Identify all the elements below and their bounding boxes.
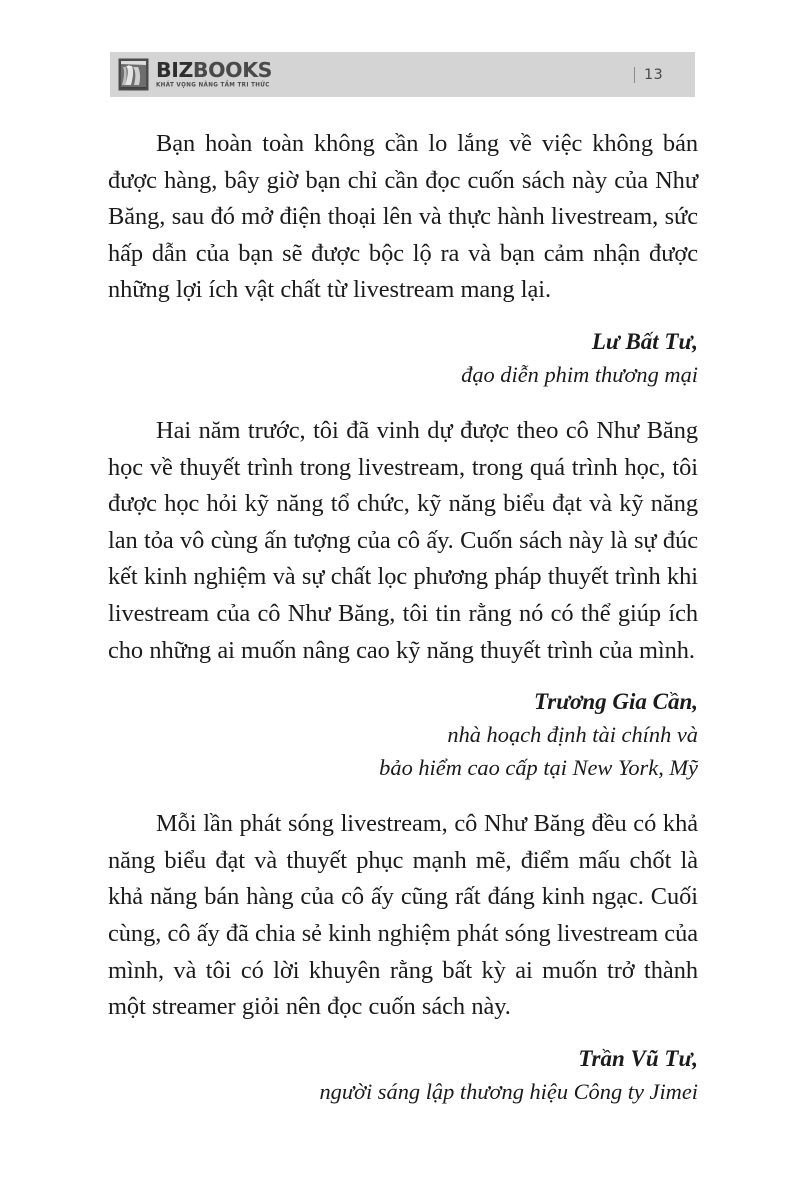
paragraph-1: Bạn hoàn toàn không cần lo lắng về việc không bán được hàng, bây giờ bạn chỉ cần đọc cuốn sách này của Như Băng, sau đó mở điện thoại lên và thực hành livestream, sức hấp dẫn của bạn sẽ được bộc lộ ra và bạn cảm nhận được những lợi ích vật chất từ livestream mang lại.	[108, 130, 698, 304]
attribution-2	[108, 685, 698, 784]
spacer	[108, 309, 698, 325]
brand-name-biz: BIZ	[156, 58, 193, 83]
credit-role-3-line-1: người sáng lập thương hiệu Công ty Jimei	[319, 1078, 698, 1104]
spacer	[108, 391, 698, 413]
credit-name-3: Trần Vũ Tư,	[578, 1045, 698, 1071]
page-number: 13	[643, 66, 663, 83]
credit-role-2-line-2: bảo hiểm cao cấp tại New York, Mỹ	[379, 755, 698, 781]
book-emblem-icon	[118, 58, 149, 91]
spacer	[108, 784, 698, 806]
bizbooks-logo	[110, 52, 272, 97]
paragraph-2: Hai năm trước, tôi đã vinh dự được theo cô Như Băng học về thuyết trình trong livestream, trong quá trình học, tôi được học hỏi kỹ năng tổ chức, kỹ năng biểu đạt và kỹ năng lan tỏa vô cùng ấn tượng của cô ấy. Cuốn sách này là sự đúc kết kinh nghiệm và sự chất lọc phương pháp thuyết trình khi livestream của cô Như Băng, tôi tin rằng nó có thể giúp ích cho những ai muốn nâng cao kỹ năng thuyết trình của mình.	[108, 416, 698, 664]
credit-name-2: Trương Gia Cần,	[534, 689, 698, 715]
page-body	[108, 126, 698, 1108]
credit-role-1-line-1: đạo diễn phim thương mại	[461, 361, 698, 387]
brand-name-books: BOOKS	[192, 58, 273, 83]
running-header	[110, 52, 695, 97]
spacer	[108, 1026, 698, 1042]
credit-role-2-line-1: nhà hoạch định tài chính và	[447, 722, 698, 748]
attribution-1	[108, 325, 698, 391]
brand-wordmark	[156, 60, 272, 89]
credit-name-1: Lư Bất Tư,	[591, 328, 698, 354]
folio-divider	[634, 67, 635, 83]
page-folio	[634, 67, 695, 83]
paragraph-3: Mỗi lần phát sóng livestream, cô Như Băng đều có khả năng biểu đạt và thuyết phục mạnh mẽ, điểm mấu chốt là khả năng bán hàng của cô ấy cũng rất đáng kinh ngạc. Cuối cùng, cô ấy đã chia sẻ kinh nghiệm phát sóng livestream của mình, và tôi có lời khuyên rằng bất kỳ ai muốn trở thành một streamer giỏi nên đọc cuốn sách này.	[108, 810, 698, 1021]
brand-tagline: KHÁT VỌNG NÂNG TẦM TRI THỨC	[156, 82, 270, 89]
spacer	[108, 669, 698, 685]
attribution-3	[108, 1042, 698, 1108]
brand-name	[156, 60, 272, 81]
